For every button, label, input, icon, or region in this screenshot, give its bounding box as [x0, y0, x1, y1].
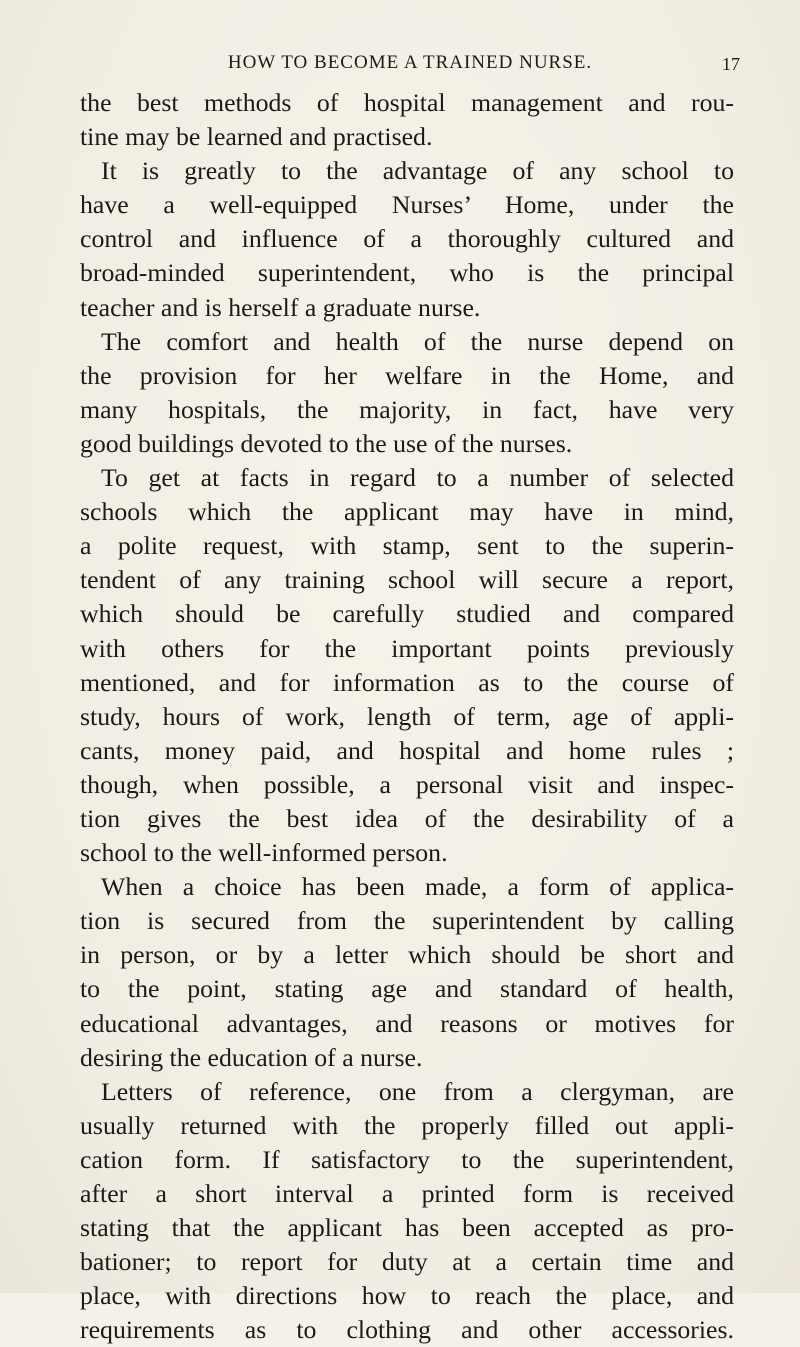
text-line: the provision for her welfare in the Home, and [80, 360, 734, 390]
text-line: educational advantages, and reasons or motives for [80, 1008, 734, 1038]
running-title: HOW TO BECOME A TRAINED NURSE. [227, 52, 593, 73]
text-line: broad-minded superintendent, who is the principal [80, 258, 734, 288]
text-line: in person, or by a letter which should be short and [80, 940, 734, 970]
text-line: study, hours of work, length of term, age of appli- [80, 701, 734, 731]
text-line: cants, money paid, and hospital and home rules ; [80, 735, 734, 765]
text-line: cation form. If satisfactory to the superintendent, [80, 1144, 734, 1174]
text-line: tion gives the best idea of the desirability of a [80, 803, 734, 833]
text-line: teacher and is herself a graduate nurse. [80, 292, 481, 322]
text-line: to the point, stating age and standard of health, [80, 974, 734, 1004]
text-line: usually returned with the properly filled out appli- [80, 1110, 734, 1140]
text-line: school to the well-informed person. [80, 838, 448, 868]
text-line: Letters of reference, one from a clergyman, are [101, 1076, 734, 1106]
text-line: tendent of any training school will secure a report, [80, 565, 734, 595]
text-line: the best methods of hospital management and rou- [80, 88, 734, 117]
text-line: mentioned, and for information as to the course of [80, 667, 734, 697]
text-line: which should be carefully studied and compared [80, 599, 734, 629]
text-line: many hospitals, the majority, in fact, have very [80, 394, 734, 424]
text-line: a polite request, with stamp, sent to the superin- [80, 531, 734, 561]
text-line: To get at facts in regard to a number of selected [101, 463, 734, 493]
text-line: after a short interval a printed form is received [80, 1179, 734, 1208]
text-line: schools which the applicant may have in mind, [80, 497, 734, 527]
text-line: have a well-equipped Nurses’ Home, under the [80, 190, 734, 220]
text-line: tion is secured from the superintendent by calling [80, 906, 734, 936]
text-line: requirements as to clothing and other accessories. [80, 1315, 734, 1345]
text-line: It is greatly to the advantage of any school to [101, 156, 734, 186]
text-line: though, when possible, a personal visit and inspec- [80, 769, 734, 799]
text-line: tine may be learned and practised. [80, 122, 433, 152]
body-text [80, 86, 734, 1347]
text-line: place, with directions how to reach the place, and [80, 1281, 734, 1311]
text-line: desiring the education of a nurse. [80, 1042, 423, 1072]
text-line: with others for the important points previously [80, 633, 734, 663]
running-header [80, 48, 740, 78]
page-number: 17 [722, 54, 740, 74]
text-line: good buildings devoted to the use of the nurses. [80, 428, 573, 458]
text-line: The comfort and health of the nurse depend on [101, 326, 734, 356]
text-line: control and influence of a thoroughly cultured and [80, 224, 734, 254]
text-line: bationer; to report for duty at a certain time and [80, 1247, 734, 1277]
text-line: When a choice has been made, a form of applica- [101, 872, 734, 902]
text-line: stating that the applicant has been accepted as pro- [80, 1213, 734, 1243]
